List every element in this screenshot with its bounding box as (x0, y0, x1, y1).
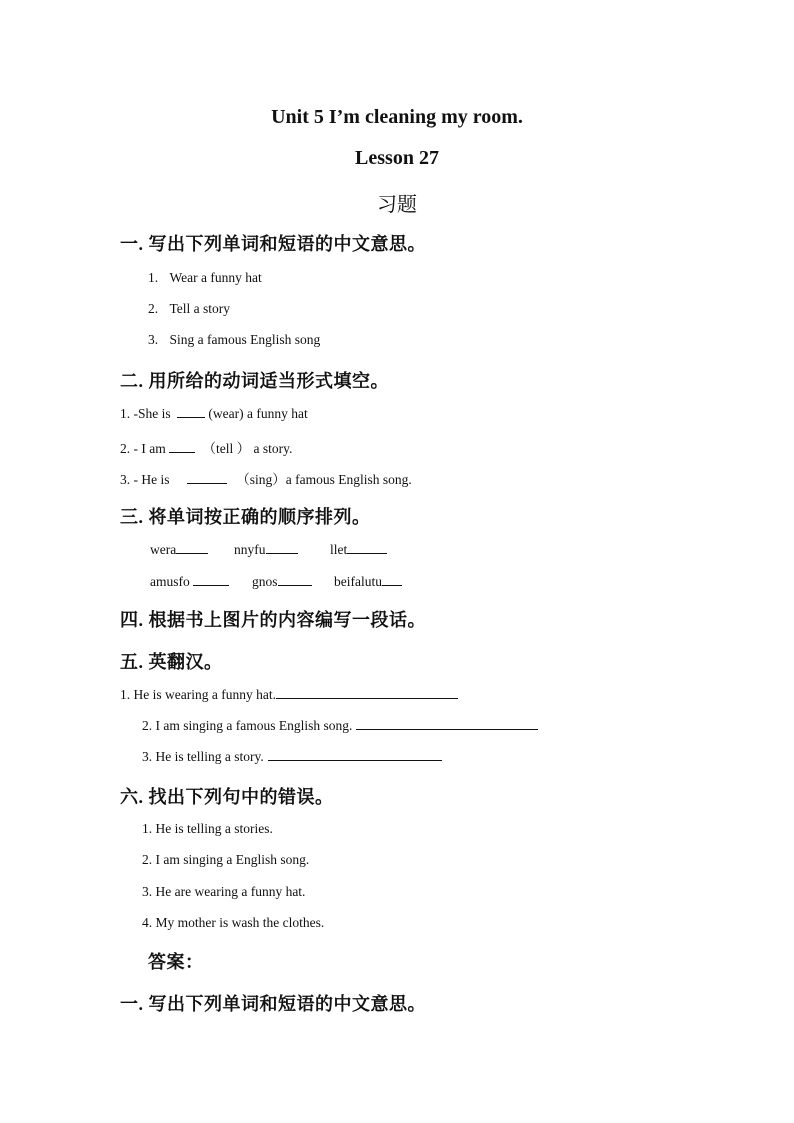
part3-heading: 三. 将单词按正确的顺序排列。 (120, 507, 371, 527)
item-text-before: 1. -She is (120, 406, 171, 421)
scrambled-letters: gnos (252, 574, 278, 589)
error-item: 1. He is telling a stories. (142, 821, 273, 836)
part1-item (148, 301, 230, 317)
item-text: Wear a funny hat (169, 270, 262, 285)
scrambled-word (150, 541, 208, 558)
item-text: Tell a story (169, 301, 231, 316)
answer-blank[interactable] (169, 440, 195, 453)
scrambled-letters: llet (330, 542, 348, 557)
sentence: 1. He is wearing a funny hat. (120, 687, 276, 702)
part1-item (148, 270, 262, 286)
part2-item (120, 405, 308, 422)
answer-blank[interactable] (176, 541, 208, 554)
error-item: 3. He are wearing a funny hat. (142, 884, 306, 899)
translation-item (142, 748, 442, 765)
exercise-subtitle: 习题 (377, 194, 417, 216)
answer-line[interactable] (356, 717, 538, 730)
part2-item (120, 437, 292, 457)
scrambled-letters: beifalutu (334, 574, 382, 589)
answer-blank[interactable] (177, 405, 205, 418)
unit-title: Unit 5 I’m cleaning my room. (271, 106, 523, 128)
answer-blank[interactable] (193, 573, 229, 586)
answer-blank[interactable] (382, 573, 402, 586)
answer-blank[interactable] (347, 541, 387, 554)
item-text-after: (wear) a funny hat (208, 406, 308, 421)
error-item: 2. I am singing a English song. (142, 852, 310, 867)
answer-blank[interactable] (278, 573, 312, 586)
item-text-after: （tell ） a story. (202, 441, 293, 456)
answer-blank[interactable] (266, 541, 298, 554)
sentence: 2. I am singing a famous English song. (142, 718, 353, 733)
part1-heading: 一. 写出下列单词和短语的中文意思。 (120, 234, 426, 254)
scrambled-word (334, 573, 402, 590)
scrambled-word (234, 541, 298, 558)
sentence: 3. He is telling a story. (142, 749, 264, 764)
answers-label: 答案： (148, 952, 204, 972)
item-number: 1. (148, 270, 159, 285)
item-text-after: （sing）a famous English song. (236, 472, 412, 487)
scrambled-word (252, 573, 312, 590)
part2-item (120, 468, 412, 488)
part1-item (148, 332, 320, 348)
item-text: Sing a famous English song (169, 332, 321, 347)
translation-item (120, 686, 458, 703)
answer-blank[interactable] (187, 471, 227, 484)
item-number: 3. (148, 332, 159, 347)
lesson-title: Lesson 27 (355, 147, 439, 169)
scrambled-letters: wera (150, 542, 177, 557)
item-number: 2. (148, 301, 159, 316)
part5-heading: 五. 英翻汉。 (120, 652, 223, 672)
item-text-before: 3. - He is (120, 472, 170, 487)
part2-heading: 二. 用所给的动词适当形式填空。 (120, 371, 389, 391)
scrambled-word (150, 573, 229, 590)
part4-heading: 四. 根据书上图片的内容编写一段话。 (120, 610, 426, 630)
part6-heading: 六. 找出下列句中的错误。 (120, 787, 334, 807)
error-item: 4. My mother is wash the clothes. (142, 915, 325, 930)
scrambled-letters: nnyfu (234, 542, 266, 557)
answer-line[interactable] (276, 686, 458, 699)
scrambled-word (330, 541, 387, 558)
scrambled-letters: amusfo (150, 574, 190, 589)
answers-part1-heading: 一. 写出下列单词和短语的中文意思。 (120, 994, 426, 1014)
answer-line[interactable] (268, 748, 442, 761)
item-text-before: 2. - I am (120, 441, 166, 456)
translation-item (142, 717, 538, 734)
